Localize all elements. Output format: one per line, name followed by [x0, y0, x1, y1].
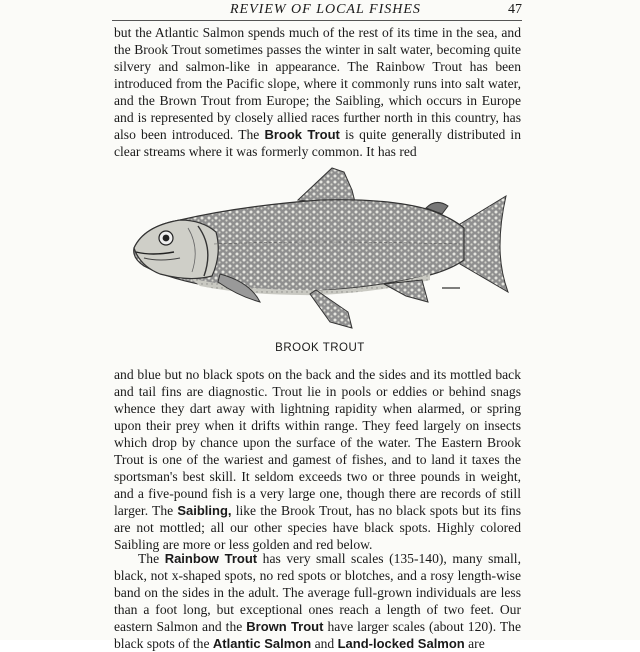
- running-title: REVIEW OF LOCAL FISHES: [230, 2, 421, 17]
- paragraph-text: The: [138, 551, 165, 566]
- paragraph-salmon-trout-intro: [114, 24, 521, 160]
- species-name-brown-trout: Brown Trout: [246, 619, 324, 634]
- species-name-brook-trout: Brook Trout: [264, 127, 340, 142]
- paragraph-rainbow-trout: [114, 550, 521, 652]
- species-name-rainbow-trout: Rainbow Trout: [164, 551, 258, 566]
- paragraph-text: like the Brook Trout, has no black spots but its fins are not mottled; all our other species have black spots. Highly colored Saibling are more or less golden and red below.: [114, 503, 521, 552]
- running-header: [112, 2, 522, 21]
- brook-trout-figure: [130, 162, 520, 342]
- figure-caption: BROOK TROUT: [275, 342, 365, 354]
- paragraph-text: are: [464, 636, 485, 651]
- brook-trout-illustration-icon: [130, 162, 520, 342]
- species-name-atlantic-salmon: Atlantic Salmon: [212, 636, 312, 651]
- paragraph-text: but the Atlantic Salmon spends much of the rest of its time in the sea, and the Brook Trout sometimes passes the winter in salt water, becoming quite silvery and salmon-like in appearance. The Rainbow Trout has been introduced from the Pacific slope, where it commonly runs into salt water, and the Brown Trout from Europe; the Saibling, which occurs in Europe and is represented by closely allied races further north in this country, has also been introduced. The: [114, 25, 521, 142]
- paragraph-text: have larger scales (about 120). The black spots of the: [114, 619, 521, 651]
- paragraph-brook-trout-habits: [114, 366, 521, 553]
- species-name-saibling: Saibling,: [177, 503, 232, 518]
- paragraph-text: has very small scales (135-140), many small, black, not x-shaped spots, no red spots or blotches, and a rosy length-wise band on the sides in the adult. The average full-grown individuals are less than a foot long, but exceptional ones reach a length of two feet. Our eastern Salmon and the: [114, 551, 521, 634]
- paragraph-text: and blue but no black spots on the back and the sides and its mottled back and tail fins are diagnostic. Trout lie in pools or eddies or behind snags whence they dart away with lightning rapidity when alarmed, or spring upon their prey when it drifts within range. They feed largely on insects which drop by chance upon the surface of the water. The Eastern Brook Trout is one of the wariest and gamest of fishes, and to land it taxes the sportsman's best skill. It seldom exceeds two or three pounds in weight, and a five-pound fish is a very large one, though there are records of still larger. The: [114, 367, 521, 518]
- page-number: 47: [508, 2, 522, 17]
- paragraph-text: and: [311, 636, 338, 651]
- species-name-land-locked-salmon: Land-locked Salmon: [337, 636, 465, 651]
- paragraph-text: is quite generally distributed in clear streams where it was formerly common. It has red: [114, 127, 521, 159]
